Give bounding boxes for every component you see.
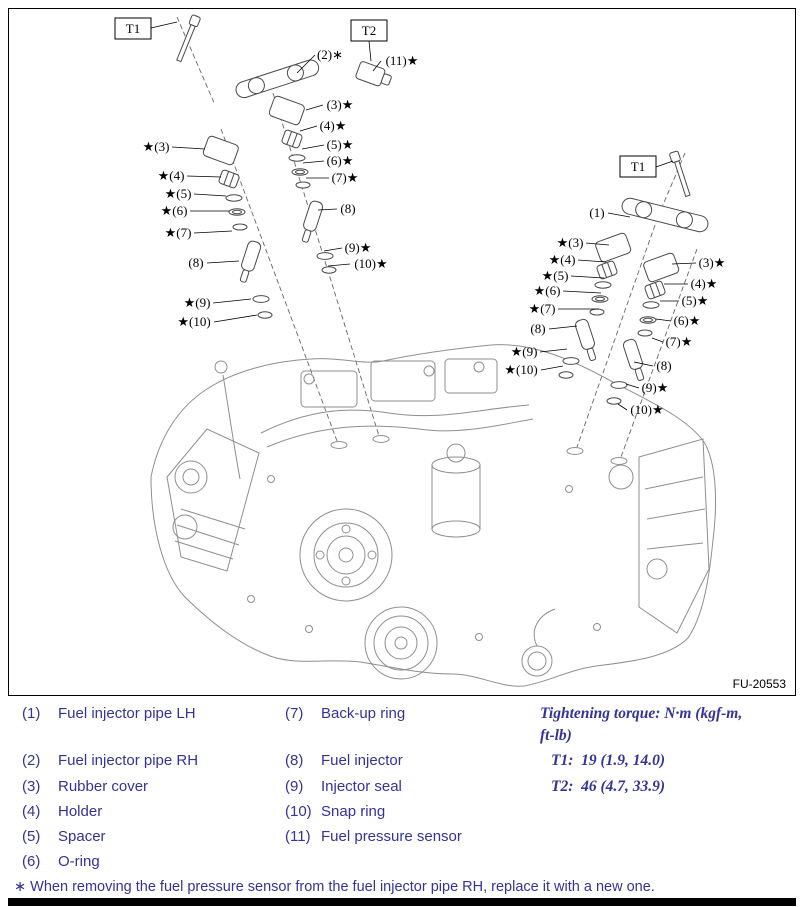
legend [0, 705, 804, 881]
callout-label: (6)★ [673, 313, 701, 328]
holder-art [596, 260, 618, 279]
legend-item [285, 778, 402, 795]
legend-num: (11) [285, 828, 311, 845]
legend-item [22, 853, 100, 870]
holder-art [644, 280, 666, 299]
torque-marker-label: T2 [361, 23, 377, 38]
injector-seal-art [253, 296, 269, 303]
fuel-injector-pipe-lh-art [234, 58, 321, 100]
exploded-parts [174, 14, 709, 404]
legend-label: Snap ring [321, 803, 386, 820]
legend-num: (10) [285, 803, 312, 820]
holder-art [281, 129, 303, 148]
injector-seal-art [563, 358, 579, 365]
torque-marker-label: T1 [630, 159, 646, 174]
legend-item [285, 803, 385, 820]
callout-label: (5)★ [681, 293, 709, 308]
callout-label: ★(6) [533, 283, 561, 298]
holder-art [218, 169, 240, 188]
torque-marker-label: T1 [125, 21, 141, 36]
pipe-bolt-rh-art [669, 151, 692, 198]
spacer-art [643, 302, 659, 308]
fuel-injector-art [574, 318, 599, 362]
torque-t1-value: T1: 19 (1.9, 14.0) [551, 752, 666, 769]
callout-label: (3)★ [326, 97, 354, 112]
spacer-art [595, 282, 611, 288]
backup-ring-art [590, 309, 604, 315]
callout-label: (7)★ [331, 170, 359, 185]
bottom-bar [8, 898, 796, 906]
legend-num: (6) [22, 853, 41, 870]
backup-ring-art [233, 224, 247, 230]
legend-item [285, 828, 462, 845]
callout-label: (9)★ [344, 240, 372, 255]
snap-ring-art [559, 372, 573, 378]
callout-label: (7)★ [665, 334, 693, 349]
callout-label: ★(9) [183, 295, 211, 310]
legend-num: (9) [285, 778, 304, 795]
torque-title-line2: ft-lb) [540, 727, 572, 744]
injector-seal-art [611, 382, 627, 389]
legend-num: (1) [22, 705, 41, 722]
callout-label: (6)★ [326, 153, 354, 168]
backup-ring-art [638, 330, 652, 336]
legend-item [22, 705, 196, 722]
legend-item [285, 752, 403, 769]
callout-label: (8) [656, 358, 672, 373]
callout-label: ★(10) [504, 362, 538, 377]
injector-seal-art [317, 253, 333, 260]
legend-label: Rubber cover [58, 778, 149, 795]
legend-num: (8) [285, 752, 304, 769]
spacer-art [226, 195, 242, 201]
rubber-cover-art [643, 252, 680, 283]
callout-label: (11)★ [385, 53, 419, 68]
spacer-art [289, 155, 305, 161]
callout-label: ★(7) [164, 225, 192, 240]
callout-label: (1) [589, 205, 605, 220]
callout-label: (4)★ [319, 118, 347, 133]
callout-label: (5)★ [326, 137, 354, 152]
snap-ring-art [607, 398, 621, 404]
callout-label: (8) [340, 201, 356, 216]
rubber-cover-art [268, 95, 305, 126]
fuel-injector-art [237, 240, 262, 284]
callout-label: ★(7) [528, 301, 556, 316]
callout-label: ★(5) [541, 268, 569, 283]
callout-label: ★(3) [556, 235, 584, 250]
diagram-frame [8, 8, 796, 696]
legend-label: Spacer [58, 828, 106, 845]
callout-label: (10)★ [630, 402, 664, 417]
snap-ring-art [258, 312, 272, 318]
engine-line-art [151, 345, 716, 687]
legend-item [22, 803, 102, 820]
figure-id: FU-20553 [732, 677, 786, 691]
callout-label: ★(10) [177, 314, 211, 329]
callout-label: (9)★ [641, 380, 669, 395]
torque-title-line1: Tightening torque: N·m (kgf-m, [540, 705, 743, 722]
legend-item [22, 828, 106, 845]
fuel-injector-art [299, 200, 324, 244]
legend-label: O-ring [58, 853, 100, 870]
callout-label: ★(9) [510, 344, 538, 359]
backup-ring-art [296, 182, 310, 188]
torque-t2-value: T2: 46 (4.7, 33.9) [551, 778, 666, 795]
legend-item [22, 752, 198, 769]
legend-num: (7) [285, 705, 304, 722]
legend-label: Fuel injector [321, 752, 403, 769]
legend-label: Injector seal [321, 778, 402, 795]
callout-label: (2)∗ [316, 47, 344, 62]
legend-label: Holder [58, 803, 103, 820]
legend-num: (4) [22, 803, 41, 820]
legend-label: Fuel injector pipe LH [58, 705, 196, 722]
legend-num: (5) [22, 828, 41, 845]
callout-label: (3)★ [698, 255, 726, 270]
engine-exploded-diagram [9, 9, 795, 695]
legend-item [22, 778, 148, 795]
callout-label: ★(5) [164, 186, 192, 201]
legend-label: Back-up ring [321, 705, 406, 722]
callout-label: (10)★ [354, 256, 388, 271]
rubber-cover-art [202, 135, 239, 166]
legend-num: (2) [22, 752, 41, 769]
legend-num: (3) [22, 778, 41, 795]
legend-item [285, 705, 405, 722]
callout-label: ★(6) [160, 203, 188, 218]
legend-label: Fuel injector pipe RH [58, 752, 199, 769]
callout-label: ★(4) [157, 168, 185, 183]
callout-label: (8) [188, 255, 204, 270]
rubber-cover-art [595, 232, 632, 263]
snap-ring-art [322, 267, 336, 273]
legend-label: Fuel pressure sensor [321, 828, 462, 845]
fuel-injector-pipe-rh-art [620, 197, 709, 234]
fuel-injector-art [622, 338, 647, 382]
callout-label: ★(3) [142, 139, 170, 154]
callout-label: (8) [530, 321, 546, 336]
callout-label: ★(4) [548, 252, 576, 267]
pipe-bolt-lh-art [174, 14, 200, 62]
callout-label: (4)★ [690, 276, 718, 291]
replacement-note: ∗ When removing the fuel pressure sensor from the fuel injector pipe RH, replace it with a new one. [14, 879, 655, 895]
